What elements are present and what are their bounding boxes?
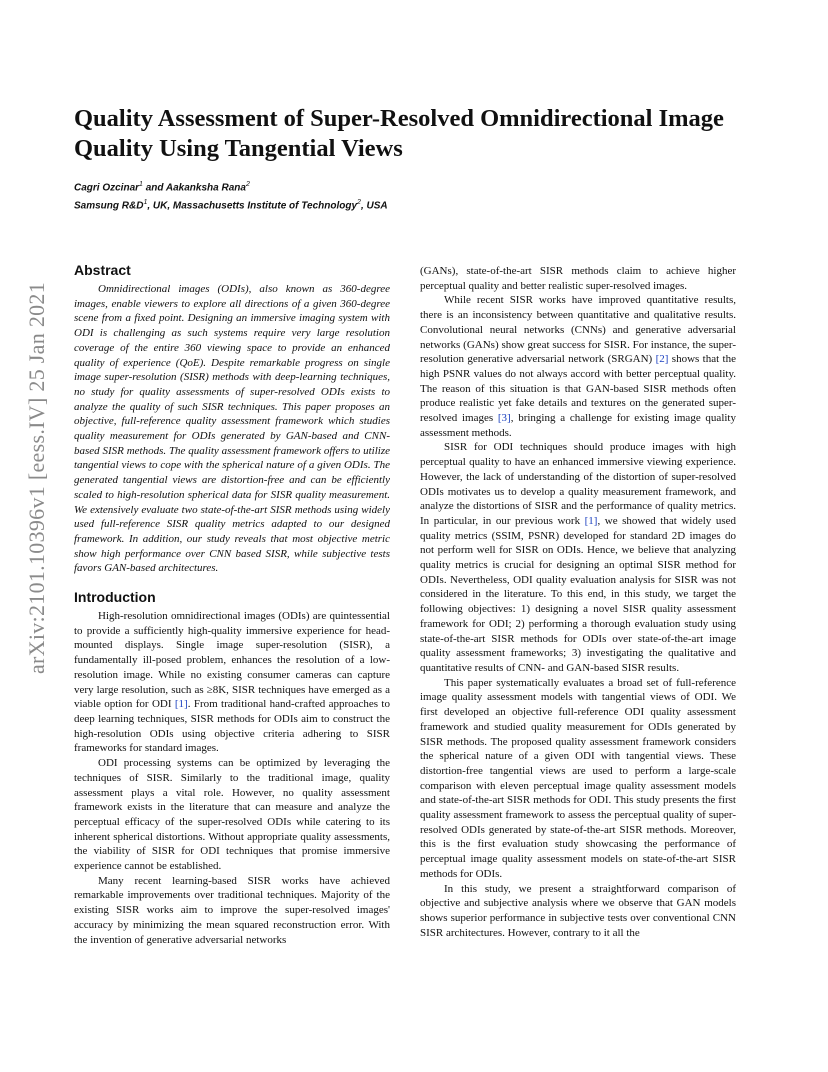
citation-link-3[interactable]: [3]: [497, 412, 511, 425]
author-sup-2: 2: [245, 181, 250, 188]
right-p2-text-b: , we showed that widely used quality metrics (SSIM, PSNR) developed for standard 2D images do not perform well for SISR on ODIs. Hence, we believe that analyzing quality metrics is crucial for designing an optimal SISR method for ODIs. Nevertheless, ODI quality evaluation analysis for SISR was not considered in the literature. To this end, in this study, we target the following objectives: 1) designing a novel SISR quality assessment framework for ODI; 2) performing a thorough evaluation study using state-of-the-art SISR methods for ODIs over state-of-the-art image quality assessment frameworks; 3) investigating the qualitative and quantitative results of CNN- and GAN-based SISR results.: [420, 514, 737, 674]
affiliation-1: Samsung R&D: [74, 200, 144, 212]
citation-link-1[interactable]: [1]: [174, 698, 188, 711]
author-affiliations: [74, 195, 754, 213]
paper-title: Quality Assessment of Super-Resolved Omnidirectional Image Quality Using Tangential Views: [74, 105, 724, 162]
affiliation-sup-1: 1: [143, 199, 148, 207]
affiliation-3: , USA: [360, 200, 388, 212]
right-p1-text-b: shows that the high PSNR values do not always accord with better perceptual quality. The reason of this situation is that GAN-based SISR methods often produce realistic yet fake details and textures on the generated super-resolved images: [420, 353, 736, 425]
author-sup-1: 1: [139, 181, 143, 188]
author-block: [74, 177, 754, 214]
intro-paragraph-1: [74, 609, 390, 756]
citation-link-2[interactable]: [2]: [655, 353, 669, 366]
intro-p1-text-a: High-resolution omnidirectional images (ODIs) are quintessential to provide a sufficiently high-quality immersive experience for head-mounted displays. Single image super-resolution (SISR), a fundamentally ill-posed problem, enhances the resolution of a low-resolution image. While no existing consumer cameras can capture very large resolution, such as ≥8K, SISR techniques have emerged as a viable option for ODI: [74, 610, 390, 711]
right-paragraph-2: [420, 440, 736, 675]
author-names: [74, 177, 754, 195]
right-p1-text-a: While recent SISR works have improved quantitative results, there is an inconsistency between quantitative and qualitative results. Convolutional neural networks (CNNs) and generative adversarial networks (GANs) show great success for SISR. For instance, the super-resolution generative adversarial network (SRGAN): [420, 294, 736, 366]
left-column: [74, 262, 390, 947]
right-p1-text-c: , bringing a challenge for existing image quality assessment methods.: [420, 412, 736, 439]
right-column: [420, 264, 736, 940]
right-paragraph-3: This paper systematically evaluates a broad set of full-reference image quality assessment models with tangential views of ODI. We first developed an objective full-reference ODI quality assessment framework and studied quality measurement for ODIs generated by SISR methods. The proposed quality assessment framework considers the spherical nature of a given ODI with tangential views. These distortion-free tangential views are used to perform a large-scale comparison with eleven perceptual image quality assessment models and state-of-the-art SISR methods for ODI. This study presents the first quality assessment framework to assess the perceptual quality of super-resolved ODIs generated by state-of-the-art SISR methods. Moreover, this is the first evaluation study showcasing the performance of perceptual image quality assessment models on state-of-the-art SISR methods for ODIs.: [420, 676, 736, 880]
author-name-1: Cagri Ozcinar: [74, 182, 140, 194]
intro-p1-text-b: . From traditional hand-crafted approaches to deep learning techniques, SISR methods for ODIs aim to construct the high-resolution ODIs using objective criteria adhering to SISR frameworks for standard images.: [74, 698, 390, 755]
abstract-text: Omnidirectional images (ODIs), also known as 360-degree images, enable viewers to explore all directions of a given 360-degree scene from a fixed point. Designing an immersive imaging system with ODI is challenging as such systems require very large resolution coverage of the entire 360 viewing space to provide an enhanced quality of experience (QoE). Despite remarkable progress on single image super-resolution (SISR) methods with deep-learning techniques, no study for quality assessments of super-resolved ODIs exists to analyze the quality of such SISR techniques. This paper proposes an objective, full-reference quality assessment framework which studies quality measurement for ODIs generated by GAN-based and CNN-based SISR methods. The quality assessment framework offers to utilize tangential views to cope with the spherical nature of a given ODIs. The generated tangential views are distortion-free and can be efficiently scaled to high-resolution spherical data for SISR quality measurement. We extensively evaluate two state-of-the-art SISR methods using widely used full-reference SISR quality metrics adapted to our designed framework. In addition, our study reveals that most objective metric show high performance over CNN based SISR, while subjective tests favors GAN-based architectures.: [74, 283, 390, 575]
intro-paragraph-3: Many recent learning-based SISR works have achieved remarkable improvements over traditional techniques. Majority of the existing SISR works aim to improve the super-resolved images' accuracy by minimizing the mean squared reconstruction error. With the invention of generative adversarial networks: [74, 874, 390, 946]
right-p2-text-a: SISR for ODI techniques should produce images with high perceptual quality to have an enhanced immersive viewing experience. However, the lack of understanding of the distortion of super-resolved ODIs motivates us to develop a quality measurement framework, and analyze the distortions of SISR and the performance of quality metrics. In particular, in our previous work: [420, 441, 736, 527]
author-name-2: and Aakanksha Rana: [142, 182, 246, 194]
affiliation-sup-2: 2: [357, 199, 361, 207]
intro-paragraph-2: ODI processing systems can be optimized by leveraging the techniques of SISR. Similarly to the traditional image, quality assessment plays a vital role. However, no quality assessment framework exists in the literature that can measure and analyze the perceptual efficacy of the super-resolved ODIs while catering to its inherent spherical distortions. Without appropriate quality assessments, the viability of SISR for ODI techniques that promise immersive experience cannot be established.: [74, 757, 390, 873]
introduction-heading: Introduction: [74, 589, 156, 606]
citation-link-4[interactable]: [1]: [584, 514, 598, 527]
abstract-heading: Abstract: [74, 262, 131, 278]
right-paragraph-4: In this study, we present a straightforward comparison of objective and subjective analysis where we observe that GAN models shows superior performance in subjective tests over conventional CNN SISR architectures. However, contrary to it all the: [420, 882, 736, 939]
right-paragraph-0: (GANs), state-of-the-art SISR methods claim to achieve higher perceptual quality and better realistic super-resolved images.: [420, 265, 736, 292]
right-paragraph-1: [420, 293, 736, 440]
arxiv-side-stamp: arXiv:2101.10396v1 [eess.IV] 25 Jan 2021: [24, 281, 49, 675]
affiliation-2: , UK, Massachusetts Institute of Technology: [147, 200, 358, 212]
